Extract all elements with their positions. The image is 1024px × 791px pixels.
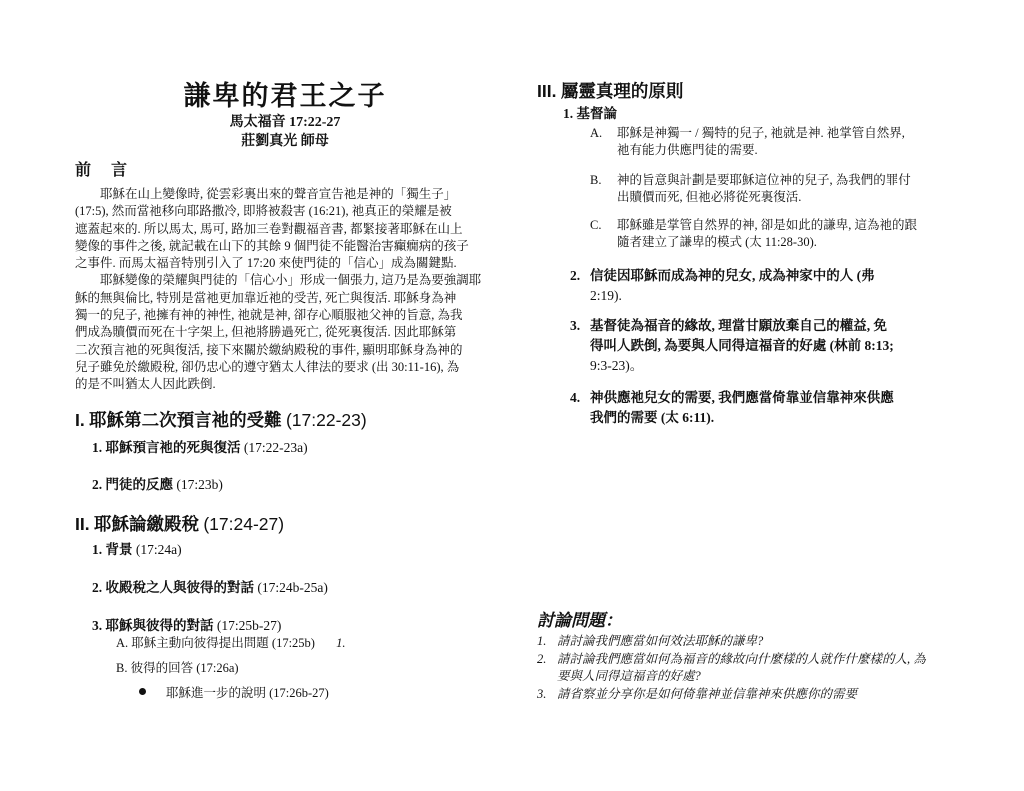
- intro-line: 們成為贖價而死在十字架上, 但祂將勝過死亡, 從死裏復活. 因此耶穌第: [75, 325, 457, 340]
- section-2-bullet-item: 耶穌進一步的說明 (17:26b-27): [166, 686, 329, 700]
- intro-line: 變像的事件之後, 就記載在山下的其餘 9 個門徒不能醫治害癲癇病的孩子: [75, 238, 469, 253]
- intro-line: 耶穌變像的榮耀與門徒的「信心小」形成一個張力, 這乃是為要強調耶: [75, 273, 482, 288]
- discussion-question: 3. 請省察並分享你是如何倚靠神並信靠神來供應你的需要: [537, 687, 858, 701]
- section-1-item: 2. 門徒的反應 (17:23b): [92, 477, 223, 492]
- discussion-heading: 討論問題：: [537, 611, 622, 630]
- intro-line: 耶穌在山上變像時, 從雲彩裏出來的聲音宣告祂是神的「獨生子」: [75, 187, 457, 201]
- section-2-subitem: B. 彼得的回答 (17:26a): [116, 661, 239, 675]
- section-2-item: 1. 背景 (17:24a): [92, 542, 182, 557]
- intro-line: 二次預言祂的死與復活, 接下來關於繳納殿稅的事件, 顯明耶穌身為神的: [75, 342, 463, 357]
- intro-paragraph: [75, 186, 481, 394]
- section-2-heading: II. 耶穌論繳殿稅 (17:24-27): [75, 514, 285, 534]
- bullet-icon: [139, 688, 146, 695]
- intro-line: (17:5), 然而當祂移向耶路撒冷, 即將被殺害 (16:21), 祂真正的榮耀是被: [75, 204, 452, 219]
- section-2-item: 3. 耶穌與彼得的對話 (17:25b-27): [92, 618, 282, 633]
- discussion-question: 2. 請討論我們應當如何為福音的緣故向什麼樣的人就作什麼樣的人, 為 要與人同得這福音的好處?: [537, 652, 926, 683]
- section-3-heading: III. 屬靈真理的原則: [537, 81, 684, 101]
- intro-line: 的是不叫猶太人因此跌倒.: [75, 377, 216, 392]
- scripture-reference: 馬太福音 17:22-27: [229, 115, 341, 130]
- intro-line: 兒子雖免於繳殿稅, 卻仍忠心的遵守猶太人律法的要求 (出 30:11-16), 為: [75, 359, 460, 374]
- intro-heading: 前 言: [75, 162, 136, 179]
- intro-line: 穌的無與倫比, 特別是當祂更加靠近祂的受苦, 死亡與復活. 耶穌身為神: [75, 290, 457, 305]
- section-3-item: 1. 基督論: [563, 106, 617, 121]
- section-2-subitem: A. 耶穌主動向彼得提出問題 (17:25b) 1.: [116, 636, 346, 650]
- section-1-heading: I. 耶穌第二次預言祂的受難 (17:22-23): [75, 410, 367, 430]
- section-2-item: 2. 收殿稅之人與彼得的對話 (17:24b-25a): [92, 580, 328, 595]
- intro-line: 之事件. 而馬太福音特別引入了 17:20 來使門徒的「信心」成為關鍵點.: [75, 256, 457, 271]
- intro-line: 遮蓋起來的. 所以馬太, 馬可, 路加三卷對觀福音書, 都緊接著耶穌在山上: [75, 221, 463, 236]
- author: 莊劉真光 師母: [241, 134, 329, 149]
- section-1-item: 1. 耶穌預言祂的死與復活 (17:22-23a): [92, 440, 308, 455]
- intro-line: 獨一的兒子, 祂擁有神的神性, 祂就是神, 卻存心順服祂父神的旨意, 為我: [75, 308, 463, 323]
- document-title: 謙卑的君王之子: [183, 81, 387, 111]
- discussion-question: 1. 請討論我們應當如何效法耶穌的謙卑?: [537, 634, 764, 648]
